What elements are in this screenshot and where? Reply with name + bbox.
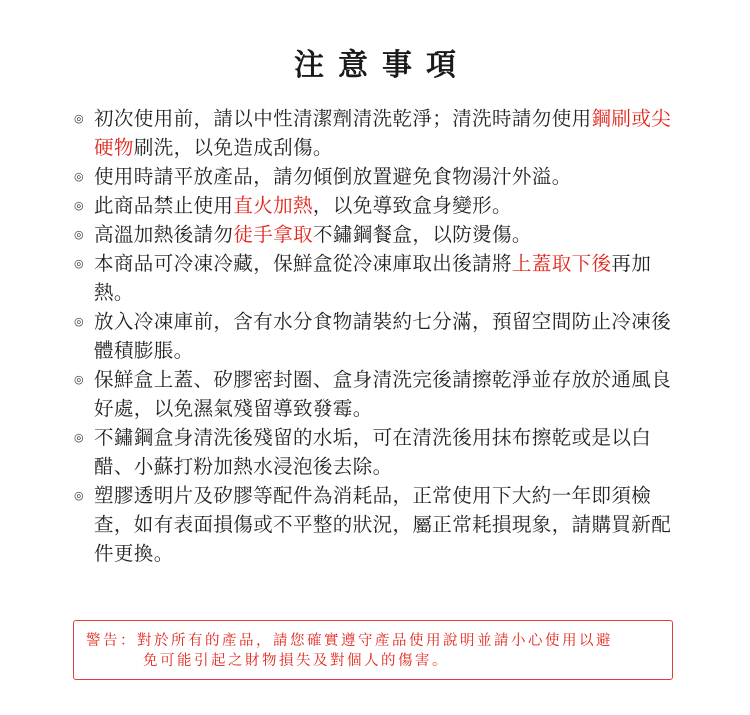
warning-line-1: 對於所有的產品，請您確實遵守產品使用說明並請小心使用以避 xyxy=(137,633,613,649)
highlighted-text: 上蓋取下後 xyxy=(511,252,612,275)
highlighted-text: 徒手拿取 xyxy=(233,223,313,246)
notice-item xyxy=(74,249,684,307)
bullet-icon: ◎ xyxy=(74,431,84,444)
warning-line-2: 免可能引起之財物損失及對個人的傷害。 xyxy=(143,653,449,669)
notice-text: 保鮮盒上蓋、矽膠密封圈、盒身清洗完後請擦乾淨並存放於通風良好處，以免濕氣殘留導致發霉。 xyxy=(94,368,672,420)
bullet-icon: ◎ xyxy=(74,170,84,183)
warning-box xyxy=(73,620,673,680)
notice-text: 高溫加熱後請勿 xyxy=(94,223,234,246)
notice-text: 本商品可冷凍冷藏，保鮮盒從冷凍庫取出後請將 xyxy=(94,252,512,275)
notice-list xyxy=(74,104,684,568)
notice-item xyxy=(74,104,684,162)
notice-text: 此商品禁止使用 xyxy=(94,194,234,217)
notice-item xyxy=(74,220,684,249)
bullet-icon: ◎ xyxy=(74,373,84,386)
bullet-icon: ◎ xyxy=(74,489,84,502)
bullet-icon: ◎ xyxy=(74,257,84,270)
notice-item xyxy=(74,365,684,423)
highlighted-text: 鋼刷或尖硬物 xyxy=(94,107,672,159)
notice-item xyxy=(74,481,684,568)
notice-item xyxy=(74,162,684,191)
notice-text: 塑膠透明片及矽膠等配件為消耗品，正常使用下大約一年即須檢查，如有表面損傷或不平整的狀況，屬正常耗損現象，請購買新配件更換。 xyxy=(94,484,672,565)
bullet-icon: ◎ xyxy=(74,199,84,212)
notice-text: 不鏽鋼餐盒，以防燙傷。 xyxy=(312,223,532,246)
notice-text: 放入冷凍庫前，含有水分食物請裝約七分滿，預留空間防止冷凍後體積膨脹。 xyxy=(94,310,672,362)
notice-text: 不鏽鋼盒身清洗後殘留的水垢，可在清洗後用抹布擦乾或是以白醋、小蘇打粉加熱水浸泡後去除。 xyxy=(94,426,652,478)
notice-text: 使用時請平放產品，請勿傾倒放置避免食物湯汁外溢。 xyxy=(94,165,572,188)
notice-text: 再加熱。 xyxy=(94,252,652,304)
notice-item xyxy=(74,191,684,220)
bullet-icon: ◎ xyxy=(74,228,84,241)
warning-prefix: 警告： xyxy=(86,633,137,649)
notice-text: 刷洗，以免造成刮傷。 xyxy=(133,136,333,159)
bullet-icon: ◎ xyxy=(74,112,84,125)
notice-text: 初次使用前，請以中性清潔劑清洗乾淨；清洗時請勿使用 xyxy=(94,107,592,130)
notice-item xyxy=(74,307,684,365)
page-title: 注意事項 xyxy=(294,48,470,83)
bullet-icon: ◎ xyxy=(74,315,84,328)
notice-item xyxy=(74,423,684,481)
highlighted-text: 直火加熱 xyxy=(233,194,313,217)
notice-text: ，以免導致盒身變形。 xyxy=(312,194,512,217)
